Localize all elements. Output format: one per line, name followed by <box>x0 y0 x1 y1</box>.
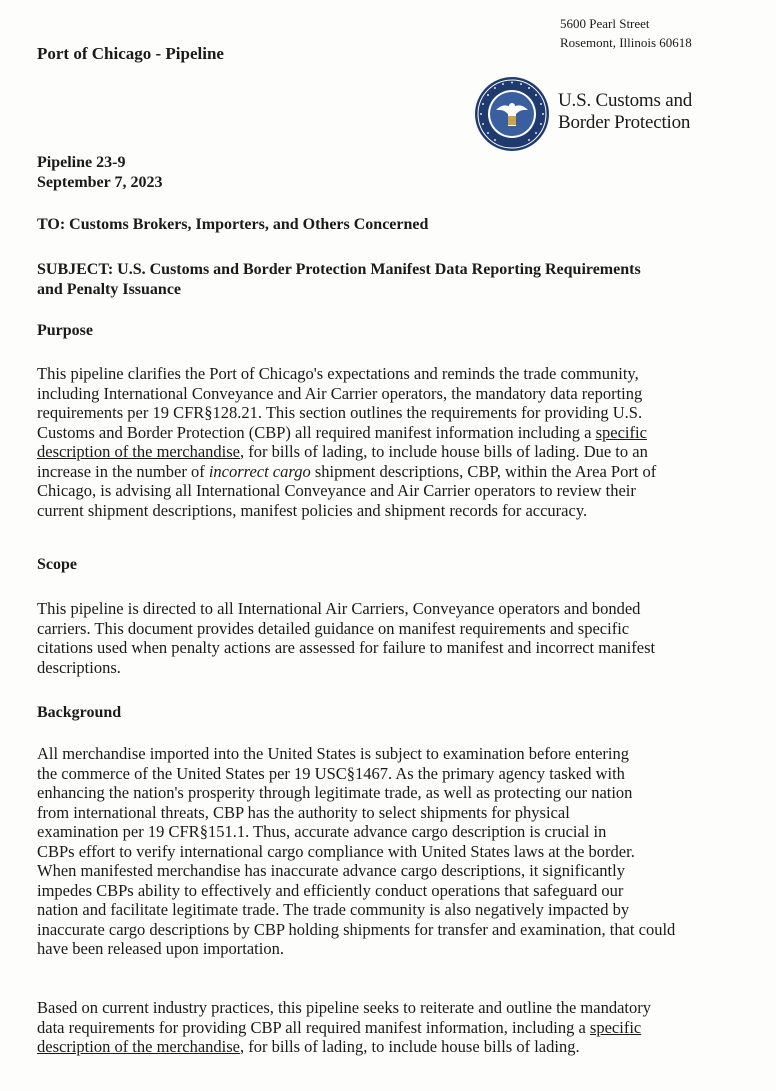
agency-line-2: Border Protection <box>558 112 691 133</box>
underlined-text: specific <box>589 1017 642 1037</box>
background-heading: Background <box>37 704 122 721</box>
text-line: This pipeline clarifies the Port of Chicago's expectations and reminds the trade community, <box>37 364 639 383</box>
text-line: descriptions. <box>37 657 121 677</box>
dhs-cbp-seal <box>474 76 550 152</box>
text-line: All merchandise imported into the United States is subject to examination before entering <box>37 744 630 763</box>
underlined-text: specific <box>595 422 647 442</box>
background-paragraph-1 <box>37 744 737 959</box>
agency-line-1: U.S. Customs and <box>558 90 693 111</box>
italic-text: incorrect cargo <box>208 461 311 481</box>
subject-line-1: SUBJECT: U.S. Customs and Border Protection Manifest Data Reporting Requirements <box>37 261 641 278</box>
pipeline-number: Pipeline 23-9 <box>37 154 126 171</box>
underlined-text: description of the merchandise <box>37 1037 240 1056</box>
to-line: TO: Customs Brokers, Importers, and Others Concerned <box>37 216 429 233</box>
scope-paragraph <box>37 599 737 677</box>
background-paragraph-2 <box>37 998 737 1057</box>
subject-line-2: and Penalty Issuance <box>37 281 182 298</box>
underlined-text: description of the merchandise <box>37 442 240 461</box>
text-line: current shipment descriptions, manifest policies and shipment records for accuracy. <box>37 500 588 520</box>
text-line: the commerce of the United States per 19 USC§1467. As the primary agency tasked with <box>37 763 625 783</box>
address-city: Rosemont, Illinois 60618 <box>560 35 692 50</box>
text-line: requirements per 19 CFR§128.21. This section outlines the requirements for providing U.S. <box>37 403 643 422</box>
text-line: This pipeline is directed to all International Air Carriers, Conveyance operators and bonded <box>37 599 641 618</box>
text-line: CBPs effort to verify international cargo compliance with United States laws at the border. <box>37 841 635 861</box>
pipeline-id-block <box>37 153 162 193</box>
text-line: When manifested merchandise has inaccurate advance cargo descriptions, it significantly <box>37 861 625 880</box>
text-line: data requirements for providing CBP all required manifest information, including a specific <box>37 1017 642 1037</box>
pipeline-date: September 7, 2023 <box>37 174 163 191</box>
agency-name <box>558 90 692 134</box>
text-line: from international threats, CBP has the authority to select shipments for physical <box>37 802 570 822</box>
purpose-paragraph <box>37 364 737 520</box>
sender-address <box>560 14 692 52</box>
text-line: description of the merchandise, for bills of lading, to include house bills of lading. <box>37 1037 580 1056</box>
text-line: description of the merchandise, for bills of lading, to include house bills of lading. Due to an <box>37 442 648 461</box>
text-line: increase in the number of incorrect cargo shipment descriptions, CBP, within the Area Port of <box>37 461 657 481</box>
subject-line <box>37 260 757 300</box>
port-title: Port of Chicago - Pipeline <box>37 44 224 63</box>
text-line: citations used when penalty actions are assessed for failure to manifest and incorrect manifest <box>37 638 656 657</box>
text-line: enhancing the nation's prosperity through legitimate trade, as well as protecting our nation <box>37 783 633 802</box>
address-street: 5600 Pearl Street <box>560 16 650 31</box>
scope-heading: Scope <box>37 556 77 573</box>
purpose-heading: Purpose <box>37 322 93 339</box>
text-line: have been released upon importation. <box>37 939 284 958</box>
text-line: examination per 19 CFR§151.1. Thus, accurate advance cargo description is crucial in <box>37 822 607 841</box>
text-line: Customs and Border Protection (CBP) all required manifest information including a specific <box>37 422 647 442</box>
text-line: including International Conveyance and Air Carrier operators, the mandatory data reporting <box>37 383 643 403</box>
text-line: impedes CBPs ability to effectively and efficiently conduct operations that safeguard our <box>37 880 624 900</box>
text-line: Based on current industry practices, this pipeline seeks to reiterate and outline the mandatory <box>37 998 651 1017</box>
text-line: inaccurate cargo descriptions by CBP holding shipments for transfer and examination, that could <box>37 919 676 939</box>
text-line: nation and facilitate legitimate trade. The trade community is also negatively impacted by <box>37 900 630 919</box>
text-line: Chicago, is advising all International Conveyance and Air Carrier operators to review their <box>37 481 636 500</box>
text-line: carriers. This document provides detailed guidance on manifest requirements and specific <box>37 618 630 638</box>
